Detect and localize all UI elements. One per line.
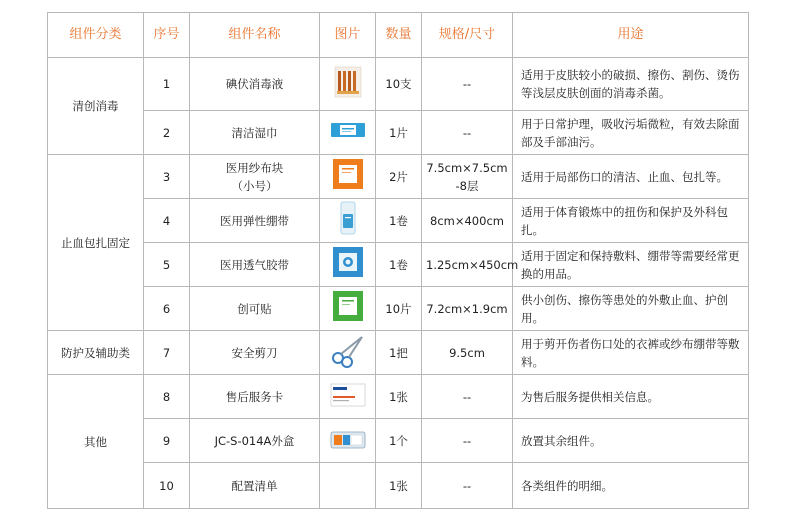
table-row xyxy=(48,419,749,463)
usage: 用于日常护理，吸收污垢微粒，有效去除面部及手部油污。 xyxy=(513,111,749,155)
header-use: 用途 xyxy=(513,13,749,58)
component-name: 医用弹性绷带 xyxy=(190,199,320,243)
usage: 适用于固定和保持敷料、绷带等需要经常更换的用品。 xyxy=(513,243,749,287)
header-row xyxy=(48,13,749,58)
quantity: 1卷 xyxy=(376,243,422,287)
component-name: 配置清单 xyxy=(190,463,320,509)
header-category: 组件分类 xyxy=(48,13,144,58)
picture-cell xyxy=(320,111,376,155)
usage: 放置其余组件。 xyxy=(513,419,749,463)
quantity: 10片 xyxy=(376,287,422,331)
component-name: JC-S-014A外盒 xyxy=(190,419,320,463)
band-aid-icon xyxy=(330,288,366,324)
spec-line2: -8层 xyxy=(455,178,479,193)
table-row xyxy=(48,287,749,331)
spec: 1.25cm×450cm xyxy=(422,243,513,287)
usage: 供小创伤、擦伤等患处的外敷止血、护创用。 xyxy=(513,287,749,331)
component-name: 医用透气胶带 xyxy=(190,243,320,287)
category-other: 其他 xyxy=(48,375,144,509)
spec xyxy=(422,155,513,199)
usage: 适用于皮肤较小的破损、擦伤、割伤、烫伤等浅层皮肤创面的消毒杀菌。 xyxy=(513,58,749,111)
picture-cell xyxy=(320,58,376,111)
iodine-swab-icon xyxy=(330,64,366,100)
header-picture: 图片 xyxy=(320,13,376,58)
quantity: 1片 xyxy=(376,111,422,155)
service-card-icon xyxy=(330,376,366,412)
component-name-line2: （小号） xyxy=(231,178,278,193)
scissors-icon xyxy=(330,332,366,368)
picture-cell xyxy=(320,243,376,287)
row-number: 5 xyxy=(144,243,190,287)
quantity: 2片 xyxy=(376,155,422,199)
row-number: 7 xyxy=(144,331,190,375)
spec: -- xyxy=(422,111,513,155)
category-clean: 清创消毒 xyxy=(48,58,144,155)
component-table xyxy=(47,12,749,509)
table-row xyxy=(48,375,749,419)
spec: -- xyxy=(422,58,513,111)
quantity: 1卷 xyxy=(376,199,422,243)
spec: -- xyxy=(422,419,513,463)
picture-cell xyxy=(320,463,376,509)
usage: 用于剪开伤者伤口处的衣裤或纱布绷带等敷料。 xyxy=(513,331,749,375)
spec: 7.2cm×1.9cm xyxy=(422,287,513,331)
wet-wipe-icon xyxy=(330,112,366,148)
row-number: 1 xyxy=(144,58,190,111)
table-row xyxy=(48,58,749,111)
outer-box-icon xyxy=(330,420,366,456)
picture-cell xyxy=(320,287,376,331)
component-name: 安全剪刀 xyxy=(190,331,320,375)
spec: -- xyxy=(422,463,513,509)
header-number: 序号 xyxy=(144,13,190,58)
component-name: 清洁湿巾 xyxy=(190,111,320,155)
table-row xyxy=(48,463,749,509)
table-row xyxy=(48,111,749,155)
table-row xyxy=(48,155,749,199)
table-row xyxy=(48,199,749,243)
row-number: 6 xyxy=(144,287,190,331)
picture-cell xyxy=(320,155,376,199)
header-spec: 规格/尺寸 xyxy=(422,13,513,58)
usage: 为售后服务提供相关信息。 xyxy=(513,375,749,419)
row-number: 4 xyxy=(144,199,190,243)
spec: 8cm×400cm xyxy=(422,199,513,243)
table-row xyxy=(48,331,749,375)
picture-cell xyxy=(320,375,376,419)
component-name: 创可贴 xyxy=(190,287,320,331)
spec-line1: 7.5cm×7.5cm xyxy=(426,160,508,175)
usage: 各类组件的明细。 xyxy=(513,463,749,509)
component-name: 碘伏消毒液 xyxy=(190,58,320,111)
row-number: 8 xyxy=(144,375,190,419)
category-stop: 止血包扎固定 xyxy=(48,155,144,331)
table-row xyxy=(48,243,749,287)
picture-cell xyxy=(320,199,376,243)
usage: 适用于局部伤口的清洁、止血、包扎等。 xyxy=(513,155,749,199)
picture-cell xyxy=(320,419,376,463)
row-number: 9 xyxy=(144,419,190,463)
quantity: 1把 xyxy=(376,331,422,375)
spec: 9.5cm xyxy=(422,331,513,375)
quantity: 1张 xyxy=(376,375,422,419)
picture-cell xyxy=(320,331,376,375)
usage: 适用于体育锻炼中的扭伤和保护及外科包扎。 xyxy=(513,199,749,243)
header-name: 组件名称 xyxy=(190,13,320,58)
quantity: 1个 xyxy=(376,419,422,463)
category-protect: 防护及辅助类 xyxy=(48,331,144,375)
row-number: 10 xyxy=(144,463,190,509)
component-name-line1: 医用纱布块 xyxy=(225,160,284,175)
component-name: 售后服务卡 xyxy=(190,375,320,419)
quantity: 1张 xyxy=(376,463,422,509)
quantity: 10支 xyxy=(376,58,422,111)
row-number: 3 xyxy=(144,155,190,199)
row-number: 2 xyxy=(144,111,190,155)
gauze-pad-icon xyxy=(330,156,366,192)
component-name xyxy=(190,155,320,199)
elastic-bandage-icon xyxy=(330,200,366,236)
medical-tape-icon xyxy=(330,244,366,280)
header-quantity: 数量 xyxy=(376,13,422,58)
spec: -- xyxy=(422,375,513,419)
